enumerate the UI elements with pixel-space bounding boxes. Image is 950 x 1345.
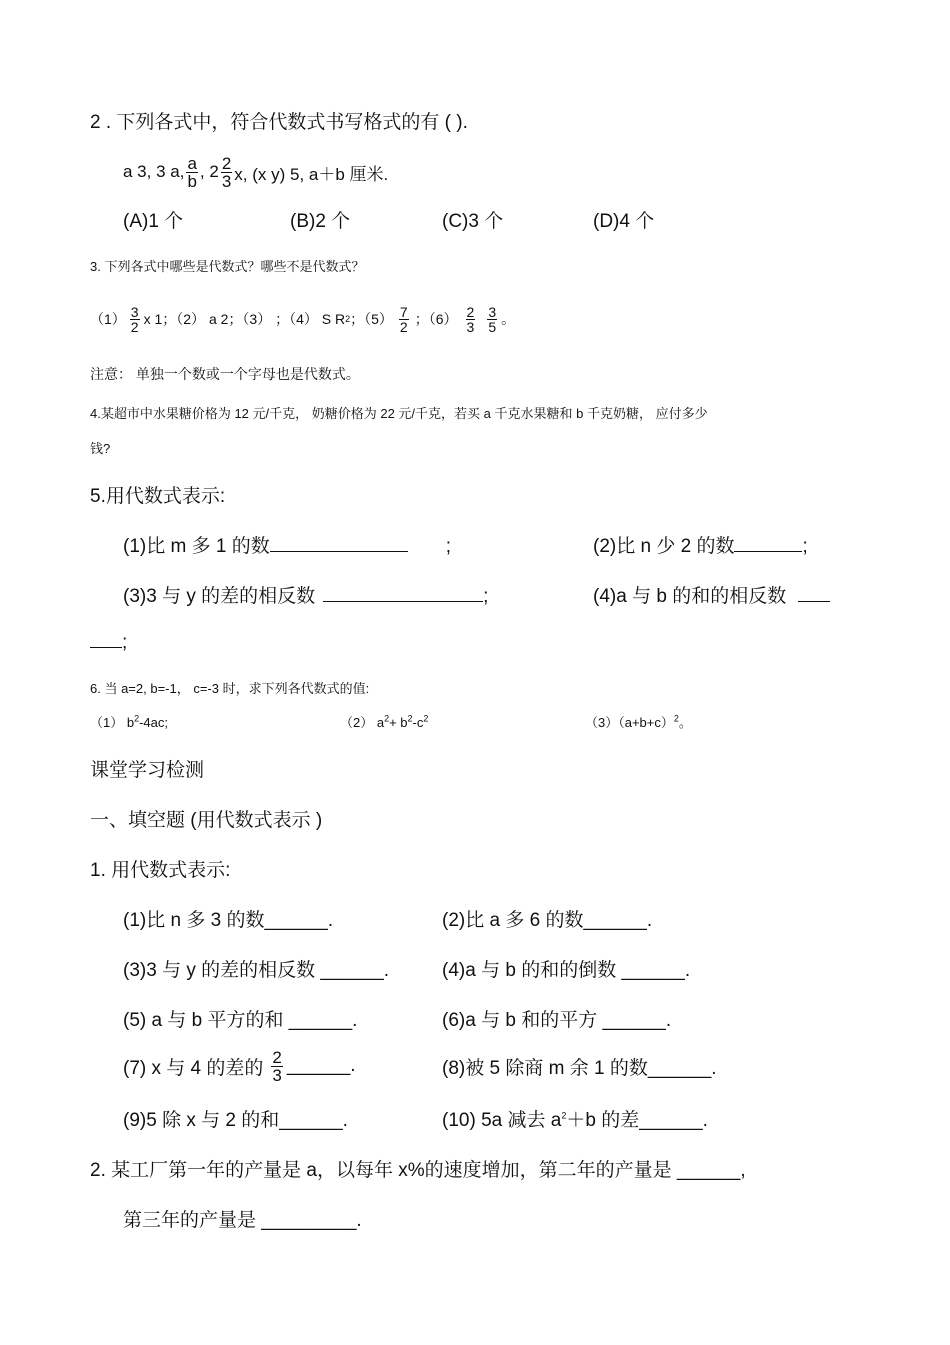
q5-item-2-text: (2)比 n 少 2 的数 (593, 536, 735, 557)
q5-item-2-end: ; (802, 536, 808, 557)
q5-item-4 (593, 581, 830, 608)
q5-item-4-continued (90, 632, 127, 654)
fill-stem: 1. 用代数式表示: (90, 860, 231, 881)
numerator: 2 (466, 303, 475, 320)
q6-part-3-text: （3）（a+b+c） (585, 715, 674, 730)
q6-part-3 (585, 712, 692, 731)
q2-expr-a: a 3, 3 a, (123, 162, 185, 181)
answer-blank (734, 550, 802, 552)
q3-end: 。 (501, 311, 516, 327)
answer-blank (270, 550, 408, 552)
q6-part-1-rest: -4ac; (139, 715, 168, 730)
superscript: 2 (134, 713, 140, 724)
fill-item-5: (5) a 与 b 平方的和 ______. (123, 1010, 358, 1031)
superscript: 2 (673, 713, 679, 724)
q5-item-1-end: ; (445, 536, 452, 557)
denominator: 3 (466, 318, 475, 335)
q5-item-4-text: (4)a 与 b 的和的相反数 (593, 586, 787, 607)
q5-item-4-end: ; (122, 632, 128, 653)
fill-item-10-rest: ＋b 的差______. (566, 1110, 708, 1131)
q2-stem: 2 . 下列各式中，符合代数式书写格式的有 ( ). (90, 112, 468, 133)
superscript: 2 (423, 713, 429, 724)
q5-stem: 5.用代数式表示: (90, 486, 226, 507)
numerator: 3 (488, 303, 497, 320)
numerator: a (187, 153, 197, 173)
fill-item-9: (9)5 除 x 与 2 的和______. (123, 1110, 348, 1131)
numerator: 2 (272, 1047, 282, 1067)
q6-part-2 (340, 712, 428, 731)
q3-part-4: ；（6） (414, 311, 458, 327)
q3-fraction-2-3 (466, 305, 476, 334)
q6-part-2-mid2: -c (412, 715, 424, 730)
fill-item-7-fraction (271, 1049, 282, 1084)
fill-item-1: (1)比 n 多 3 的数______. (123, 910, 334, 931)
denominator: 2 (130, 318, 139, 335)
q6-part-1 (90, 712, 168, 731)
denominator: 3 (221, 171, 232, 191)
q2-expressions (123, 148, 388, 196)
q3-fraction-3-5 (487, 305, 497, 334)
q2-option-b: (B)2 个 (290, 211, 351, 232)
answer-blank (323, 600, 483, 602)
q5-item-2 (593, 531, 808, 558)
denominator: 3 (272, 1065, 282, 1085)
fill-item-8: (8)被 5 除商 m 余 1 的数______. (442, 1058, 717, 1079)
answer-blank (90, 646, 122, 648)
q6-part-2-text: （2） a (340, 715, 385, 730)
q5-item-1 (123, 531, 451, 558)
numerator: 7 (399, 303, 408, 320)
q3-part-1: （1） (90, 311, 126, 327)
numerator: 2 (221, 153, 232, 173)
denominator: b (187, 171, 197, 191)
fill-item-3: (3)3 与 y 的差的相反数 ______. (123, 960, 390, 981)
fill-item-7 (123, 1042, 356, 1090)
q2b-line-2: 第三年的产量是 _________. (123, 1210, 362, 1231)
q3-superscript: 2 (345, 314, 351, 324)
fill-item-6: (6)a 与 b 和的平方 ______. (442, 1010, 672, 1031)
fill-item-7-text: (7) x 与 4 的差的 (123, 1057, 264, 1079)
q6-part-2-mid: + b (389, 715, 408, 730)
q3-items (90, 295, 515, 343)
section-heading: 课堂学习检测 (90, 760, 205, 781)
q4-line-1: 4.某超市中水果糖价格为 12 元/千克， 奶糖价格为 22 元/千克，若买 a 千克水果糖和 b 千克奶糖， 应付多少 (90, 406, 708, 421)
q3-part-2: x 1；（2） a 2；（3） ；（4） S R (143, 311, 346, 327)
note: 注意： 单独一个数或一个字母也是代数式。 (90, 366, 360, 382)
q2-fraction-two-thirds (221, 155, 232, 190)
fill-item-7-blank: ______. (286, 1055, 356, 1076)
q2-expr-b: , 2 (199, 162, 219, 181)
q6-part-1-text: （1） b (90, 715, 135, 730)
q3-stem: 3. 下列各式中哪些是代数式？哪些不是代数式？ (90, 259, 365, 274)
fill-item-10 (442, 1105, 708, 1132)
q5-item-3-text: (3)3 与 y 的差的相反数 (123, 586, 316, 607)
q3-fraction-7-2 (399, 305, 409, 334)
q2-fraction-a-over-b (186, 155, 197, 190)
superscript: 2 (384, 713, 390, 724)
q2-option-c: (C)3 个 (442, 211, 504, 232)
q5-item-1-text: (1)比 m 多 1 的数 (123, 536, 270, 557)
q2-option-a: (A)1 个 (123, 211, 184, 232)
denominator: 2 (399, 318, 408, 335)
denominator: 5 (488, 318, 497, 335)
q5-item-3 (123, 581, 488, 608)
fill-item-2: (2)比 a 多 6 的数______. (442, 910, 653, 931)
numerator: 3 (130, 303, 139, 320)
q3-fraction-3-2 (130, 305, 140, 334)
q2b-line-1: 2. 某工厂第一年的产量是 a，以每年 x%的速度增加，第二年的产量是 ______, (90, 1160, 746, 1181)
answer-blank (798, 600, 830, 602)
q5-item-3-end: ; (483, 586, 489, 607)
q6-part-3-end: 。 (678, 715, 692, 730)
part-heading: 一、填空题 (用代数式表示 ) (90, 810, 323, 831)
fill-item-10-text: (10) 5a 减去 a (442, 1110, 562, 1131)
q2-expr-c: x, (x y) 5, a＋b 厘米. (234, 164, 389, 184)
q6-stem: 6. 当 a=2, b=-1， c=-3 时，求下列各代数式的值: (90, 681, 370, 696)
superscript: 2 (561, 1110, 567, 1121)
fill-item-4: (4)a 与 b 的和的倒数 ______. (442, 960, 691, 981)
q4-line-2: 钱? (90, 441, 111, 456)
superscript: 2 (407, 713, 413, 724)
q2-option-d: (D)4 个 (593, 211, 655, 232)
q3-part-3: ；（5） (350, 311, 393, 327)
